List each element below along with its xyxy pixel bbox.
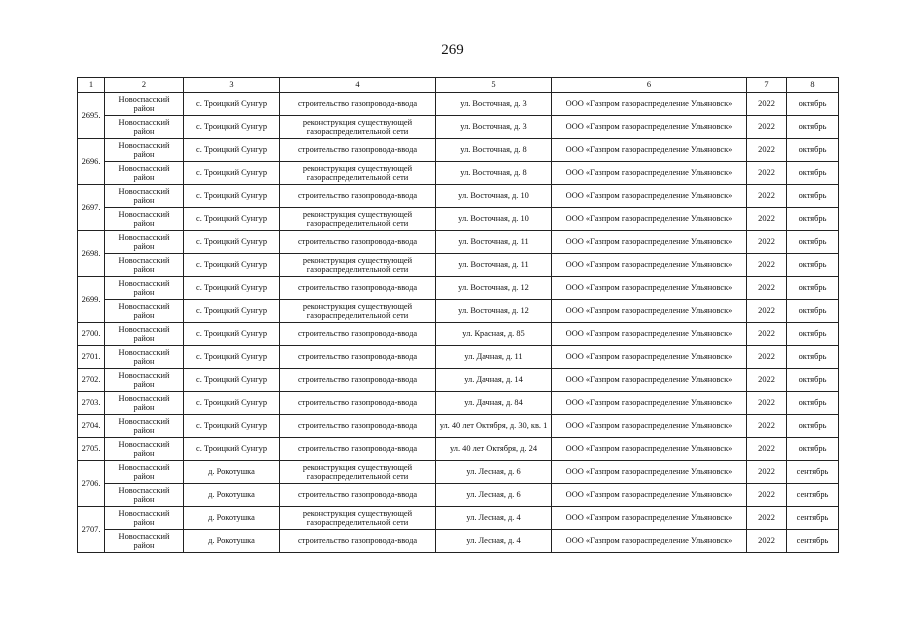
- month-cell: октябрь: [787, 300, 839, 323]
- header-col-6: 6: [552, 78, 747, 93]
- work-type-cell: строительство газопровода-ввода: [280, 346, 436, 369]
- year-cell: 2022: [747, 323, 787, 346]
- organization-cell: ООО «Газпром газораспределение Ульяновск»: [552, 231, 747, 254]
- settlement-cell: с. Троицкий Сунгур: [184, 231, 280, 254]
- record-number-cell: 2698.: [78, 231, 105, 277]
- address-cell: ул. Восточная, д. 11: [436, 231, 552, 254]
- district-cell: Новоспасский район: [105, 185, 184, 208]
- address-cell: ул. Восточная, д. 11: [436, 254, 552, 277]
- table-row: [78, 162, 839, 185]
- work-type-cell: реконструкция существующей газораспределительной сети: [280, 208, 436, 231]
- year-cell: 2022: [747, 208, 787, 231]
- work-type-cell: строительство газопровода-ввода: [280, 438, 436, 461]
- organization-cell: ООО «Газпром газораспределение Ульяновск»: [552, 208, 747, 231]
- month-cell: октябрь: [787, 323, 839, 346]
- month-cell: октябрь: [787, 346, 839, 369]
- year-cell: 2022: [747, 415, 787, 438]
- organization-cell: ООО «Газпром газораспределение Ульяновск»: [552, 346, 747, 369]
- table-row: [78, 484, 839, 507]
- table-row: [78, 507, 839, 530]
- work-type-cell: реконструкция существующей газораспределительной сети: [280, 507, 436, 530]
- table-body: [78, 93, 839, 553]
- district-cell: Новоспасский район: [105, 346, 184, 369]
- settlement-cell: д. Рокотушка: [184, 507, 280, 530]
- year-cell: 2022: [747, 461, 787, 484]
- settlement-cell: с. Троицкий Сунгур: [184, 369, 280, 392]
- table-row: [78, 323, 839, 346]
- work-type-cell: реконструкция существующей газораспределительной сети: [280, 300, 436, 323]
- work-type-cell: строительство газопровода-ввода: [280, 369, 436, 392]
- record-number-cell: 2699.: [78, 277, 105, 323]
- organization-cell: ООО «Газпром газораспределение Ульяновск»: [552, 300, 747, 323]
- table-row: [78, 254, 839, 277]
- record-number-cell: 2703.: [78, 392, 105, 415]
- record-number-cell: 2700.: [78, 323, 105, 346]
- address-cell: ул. Дачная, д. 84: [436, 392, 552, 415]
- district-cell: Новоспасский район: [105, 323, 184, 346]
- table-row: [78, 277, 839, 300]
- table-row: [78, 116, 839, 139]
- work-type-cell: реконструкция существующей газораспределительной сети: [280, 162, 436, 185]
- address-cell: ул. 40 лет Октября, д. 24: [436, 438, 552, 461]
- table-row: [78, 438, 839, 461]
- district-cell: Новоспасский район: [105, 438, 184, 461]
- district-cell: Новоспасский район: [105, 415, 184, 438]
- month-cell: октябрь: [787, 208, 839, 231]
- header-col-7: 7: [747, 78, 787, 93]
- header-col-8: 8: [787, 78, 839, 93]
- organization-cell: ООО «Газпром газораспределение Ульяновск»: [552, 369, 747, 392]
- table-row: [78, 346, 839, 369]
- organization-cell: ООО «Газпром газораспределение Ульяновск»: [552, 392, 747, 415]
- work-type-cell: строительство газопровода-ввода: [280, 392, 436, 415]
- record-number-cell: 2701.: [78, 346, 105, 369]
- organization-cell: ООО «Газпром газораспределение Ульяновск»: [552, 277, 747, 300]
- district-cell: Новоспасский район: [105, 231, 184, 254]
- organization-cell: ООО «Газпром газораспределение Ульяновск»: [552, 162, 747, 185]
- table-row: [78, 415, 839, 438]
- month-cell: октябрь: [787, 231, 839, 254]
- work-type-cell: строительство газопровода-ввода: [280, 323, 436, 346]
- work-type-cell: реконструкция существующей газораспределительной сети: [280, 461, 436, 484]
- organization-cell: ООО «Газпром газораспределение Ульяновск»: [552, 507, 747, 530]
- district-cell: Новоспасский район: [105, 162, 184, 185]
- address-cell: ул. Восточная, д. 10: [436, 185, 552, 208]
- address-cell: ул. Восточная, д. 8: [436, 139, 552, 162]
- table-row: [78, 231, 839, 254]
- year-cell: 2022: [747, 185, 787, 208]
- year-cell: 2022: [747, 392, 787, 415]
- month-cell: октябрь: [787, 415, 839, 438]
- work-type-cell: строительство газопровода-ввода: [280, 139, 436, 162]
- address-cell: ул. Восточная, д. 3: [436, 116, 552, 139]
- year-cell: 2022: [747, 139, 787, 162]
- organization-cell: ООО «Газпром газораспределение Ульяновск»: [552, 93, 747, 116]
- record-number-cell: 2695.: [78, 93, 105, 139]
- month-cell: октябрь: [787, 254, 839, 277]
- month-cell: сентябрь: [787, 484, 839, 507]
- organization-cell: ООО «Газпром газораспределение Ульяновск»: [552, 139, 747, 162]
- header-col-5: 5: [436, 78, 552, 93]
- year-cell: 2022: [747, 507, 787, 530]
- district-cell: Новоспасский район: [105, 300, 184, 323]
- month-cell: октябрь: [787, 277, 839, 300]
- organization-cell: ООО «Газпром газораспределение Ульяновск»: [552, 530, 747, 553]
- settlement-cell: д. Рокотушка: [184, 484, 280, 507]
- year-cell: 2022: [747, 93, 787, 116]
- month-cell: сентябрь: [787, 530, 839, 553]
- table-row: [78, 530, 839, 553]
- settlement-cell: с. Троицкий Сунгур: [184, 254, 280, 277]
- settlement-cell: с. Троицкий Сунгур: [184, 415, 280, 438]
- work-type-cell: строительство газопровода-ввода: [280, 415, 436, 438]
- settlement-cell: с. Троицкий Сунгур: [184, 438, 280, 461]
- address-cell: ул. Лесная, д. 6: [436, 484, 552, 507]
- month-cell: сентябрь: [787, 507, 839, 530]
- header-col-3: 3: [184, 78, 280, 93]
- work-type-cell: реконструкция существующей газораспределительной сети: [280, 254, 436, 277]
- district-cell: Новоспасский район: [105, 254, 184, 277]
- month-cell: октябрь: [787, 185, 839, 208]
- month-cell: октябрь: [787, 93, 839, 116]
- month-cell: октябрь: [787, 116, 839, 139]
- month-cell: октябрь: [787, 139, 839, 162]
- address-cell: ул. Дачная, д. 14: [436, 369, 552, 392]
- year-cell: 2022: [747, 116, 787, 139]
- record-number-cell: 2704.: [78, 415, 105, 438]
- address-cell: ул. 40 лет Октября, д. 30, кв. 1: [436, 415, 552, 438]
- district-cell: Новоспасский район: [105, 369, 184, 392]
- settlement-cell: с. Троицкий Сунгур: [184, 277, 280, 300]
- district-cell: Новоспасский район: [105, 208, 184, 231]
- header-col-4: 4: [280, 78, 436, 93]
- record-number-cell: 2696.: [78, 139, 105, 185]
- district-cell: Новоспасский район: [105, 116, 184, 139]
- table-row: [78, 300, 839, 323]
- organization-cell: ООО «Газпром газораспределение Ульяновск»: [552, 185, 747, 208]
- year-cell: 2022: [747, 484, 787, 507]
- table-row: [78, 461, 839, 484]
- district-cell: Новоспасский район: [105, 277, 184, 300]
- settlement-cell: с. Троицкий Сунгур: [184, 93, 280, 116]
- year-cell: 2022: [747, 438, 787, 461]
- organization-cell: ООО «Газпром газораспределение Ульяновск»: [552, 484, 747, 507]
- work-type-cell: строительство газопровода-ввода: [280, 93, 436, 116]
- month-cell: октябрь: [787, 369, 839, 392]
- district-cell: Новоспасский район: [105, 139, 184, 162]
- organization-cell: ООО «Газпром газораспределение Ульяновск»: [552, 438, 747, 461]
- organization-cell: ООО «Газпром газораспределение Ульяновск»: [552, 415, 747, 438]
- district-cell: Новоспасский район: [105, 484, 184, 507]
- year-cell: 2022: [747, 254, 787, 277]
- header-col-2: 2: [105, 78, 184, 93]
- organization-cell: ООО «Газпром газораспределение Ульяновск»: [552, 254, 747, 277]
- address-cell: ул. Лесная, д. 4: [436, 530, 552, 553]
- table-row: [78, 208, 839, 231]
- settlement-cell: с. Троицкий Сунгур: [184, 300, 280, 323]
- table-row: [78, 369, 839, 392]
- settlement-cell: с. Троицкий Сунгур: [184, 392, 280, 415]
- settlement-cell: с. Троицкий Сунгур: [184, 139, 280, 162]
- year-cell: 2022: [747, 300, 787, 323]
- header-col-1: 1: [78, 78, 105, 93]
- district-cell: Новоспасский район: [105, 93, 184, 116]
- address-cell: ул. Дачная, д. 11: [436, 346, 552, 369]
- address-cell: ул. Восточная, д. 8: [436, 162, 552, 185]
- work-type-cell: строительство газопровода-ввода: [280, 231, 436, 254]
- work-type-cell: строительство газопровода-ввода: [280, 185, 436, 208]
- organization-cell: ООО «Газпром газораспределение Ульяновск»: [552, 116, 747, 139]
- address-cell: ул. Красная, д. 85: [436, 323, 552, 346]
- address-cell: ул. Восточная, д. 12: [436, 300, 552, 323]
- year-cell: 2022: [747, 231, 787, 254]
- table-row: [78, 185, 839, 208]
- work-type-cell: строительство газопровода-ввода: [280, 277, 436, 300]
- address-cell: ул. Восточная, д. 10: [436, 208, 552, 231]
- table-row: [78, 139, 839, 162]
- district-cell: Новоспасский район: [105, 507, 184, 530]
- month-cell: сентябрь: [787, 461, 839, 484]
- settlement-cell: с. Троицкий Сунгур: [184, 346, 280, 369]
- registry-table: [77, 77, 839, 553]
- work-type-cell: строительство газопровода-ввода: [280, 530, 436, 553]
- address-cell: ул. Лесная, д. 4: [436, 507, 552, 530]
- organization-cell: ООО «Газпром газораспределение Ульяновск»: [552, 461, 747, 484]
- year-cell: 2022: [747, 162, 787, 185]
- district-cell: Новоспасский район: [105, 530, 184, 553]
- record-number-cell: 2697.: [78, 185, 105, 231]
- year-cell: 2022: [747, 346, 787, 369]
- header-row: [78, 78, 839, 93]
- month-cell: октябрь: [787, 438, 839, 461]
- page-number: 269: [441, 42, 464, 58]
- work-type-cell: реконструкция существующей газораспределительной сети: [280, 116, 436, 139]
- month-cell: октябрь: [787, 392, 839, 415]
- work-type-cell: строительство газопровода-ввода: [280, 484, 436, 507]
- record-number-cell: 2707.: [78, 507, 105, 553]
- district-cell: Новоспасский район: [105, 461, 184, 484]
- settlement-cell: с. Троицкий Сунгур: [184, 185, 280, 208]
- settlement-cell: с. Троицкий Сунгур: [184, 208, 280, 231]
- settlement-cell: с. Троицкий Сунгур: [184, 116, 280, 139]
- settlement-cell: с. Троицкий Сунгур: [184, 162, 280, 185]
- address-cell: ул. Лесная, д. 6: [436, 461, 552, 484]
- year-cell: 2022: [747, 369, 787, 392]
- settlement-cell: д. Рокотушка: [184, 461, 280, 484]
- district-cell: Новоспасский район: [105, 392, 184, 415]
- table-row: [78, 93, 839, 116]
- record-number-cell: 2706.: [78, 461, 105, 507]
- month-cell: октябрь: [787, 162, 839, 185]
- organization-cell: ООО «Газпром газораспределение Ульяновск»: [552, 323, 747, 346]
- settlement-cell: с. Троицкий Сунгур: [184, 323, 280, 346]
- table-row: [78, 392, 839, 415]
- address-cell: ул. Восточная, д. 3: [436, 93, 552, 116]
- year-cell: 2022: [747, 277, 787, 300]
- address-cell: ул. Восточная, д. 12: [436, 277, 552, 300]
- settlement-cell: д. Рокотушка: [184, 530, 280, 553]
- record-number-cell: 2702.: [78, 369, 105, 392]
- record-number-cell: 2705.: [78, 438, 105, 461]
- year-cell: 2022: [747, 530, 787, 553]
